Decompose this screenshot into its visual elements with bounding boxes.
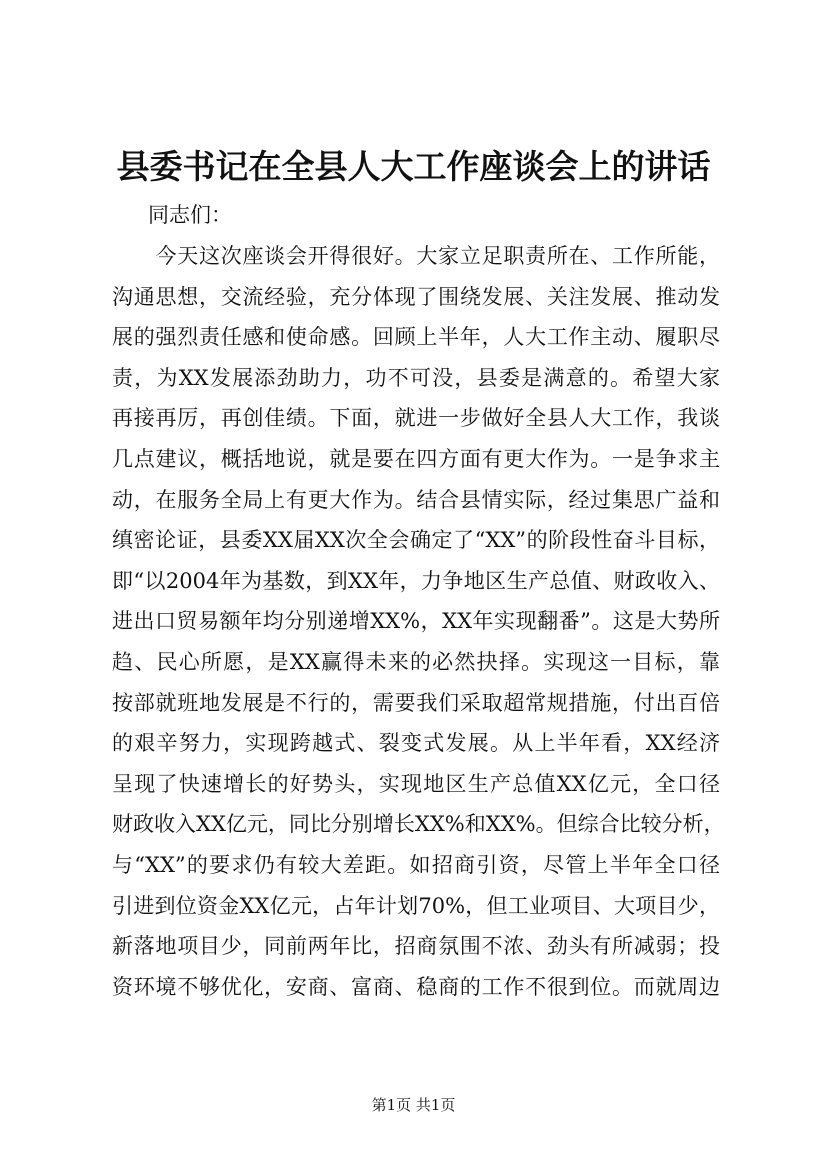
body-line: 今天这次座谈会开得很好。大家立足职责所在、工作所能，	[112, 244, 720, 268]
body-line: 再接再厉，再创佳绩。下面，就进一步做好全县人大工作，我谈	[112, 406, 720, 431]
body-line: 展的强烈责任感和使命感。回顾上半年，人大工作主动、履职尽	[112, 325, 720, 350]
body-line: 与“XX”的要求仍有较大差距。如招商引资，尽管上半年全口径	[112, 852, 720, 877]
salutation: 同志们：	[148, 203, 232, 227]
body-line: 引进到位资金XX亿元，占年计划70%，但工业项目、大项目少，	[112, 893, 720, 918]
document-title: 县委书记在全县人大工作座谈会上的讲话	[116, 147, 711, 186]
body-line: 沟通思想，交流经验，充分体现了围绕发展、关注发展、推动发	[112, 284, 720, 309]
body-line: 的艰辛努力，实现跨越式、裂变式发展。从上半年看，XX经济	[112, 731, 720, 756]
page-number: 第1页 共1页	[371, 1096, 456, 1114]
body-line: 呈现了快速增长的好势头，实现地区生产总值XX亿元，全口径	[112, 771, 720, 796]
body-line: 财政收入XX亿元，同比分别增长XX%和XX%。但综合比较分析，	[112, 812, 725, 837]
body-line: 缜密论证，县委XX届XX次全会确定了“XX”的阶段性奋斗目标，	[112, 528, 720, 553]
body-line: 资环境不够优化，安商、富商、稳商的工作不很到位。而就周边	[112, 974, 720, 999]
body-line: 按部就班地发展是不行的，需要我们采取超常规措施，付出百倍	[112, 690, 720, 715]
document-body	[112, 236, 725, 1007]
body-line: 动，在服务全局上有更大作为。结合县情实际，经过集思广益和	[112, 487, 720, 512]
body-line: 趋、民心所愿，是XX赢得未来的必然抉择。实现这一目标，靠	[112, 649, 720, 674]
body-line: 进出口贸易额年均分别递增XX%，XX年实现翻番”。这是大势所	[112, 609, 720, 634]
body-line: 新落地项目少，同前两年比，招商氛围不浓、劲头有所减弱；投	[112, 934, 720, 959]
body-line: 责，为XX发展添劲助力，功不可没，县委是满意的。希望大家	[112, 365, 720, 390]
body-line: 几点建议，概括地说，就是要在四方面有更大作为。一是争求主	[112, 446, 720, 471]
body-line: 即“以2004年为基数，到XX年，力争地区生产总值、财政收入、	[112, 568, 720, 593]
